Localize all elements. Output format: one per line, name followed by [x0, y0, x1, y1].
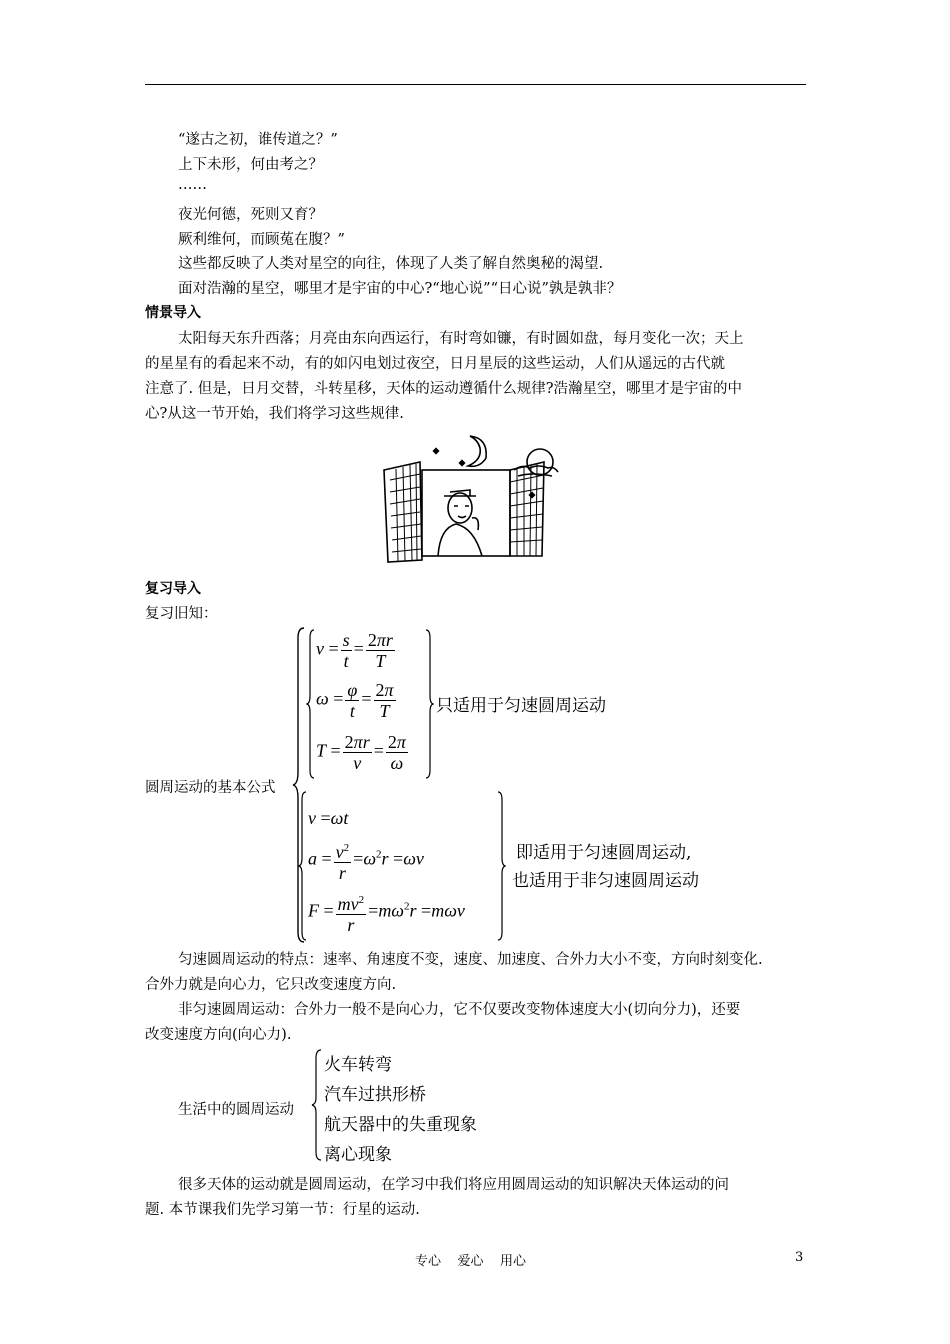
life-item: 离心现象: [324, 1145, 392, 1165]
paragraph-line: 很多天体的运动就是圆周运动，在学习中我们将应用圆周运动的知识解决天体运动的问: [178, 1177, 729, 1193]
life-item: 汽车过拱形桥: [324, 1085, 426, 1105]
general-group-right-brace: [496, 790, 506, 942]
paragraph-line: 太阳每天东升西落；月亮由东向西运行，有时弯如镰，有时圆如盘，每月变化一次；天上: [178, 331, 744, 347]
life-item: 航天器中的失重现象: [324, 1115, 477, 1135]
poem-line: 上下未形，何由考之？: [178, 157, 323, 173]
intro-text: 这些都反映了人类对星空的向往，体现了人类了解自然奥秘的渴望.: [178, 256, 604, 272]
poem-line: ……: [178, 177, 207, 193]
section-heading-review: 复习导入: [145, 581, 201, 597]
paragraph-line: 的星星有的看起来不动，有的如闪电划过夜空，日月星辰的这些运动，人们从遥远的古代就: [145, 356, 725, 372]
life-brace: [311, 1048, 323, 1162]
page-number: 3: [795, 1250, 804, 1265]
general-note-line: 也适用于非匀速圆周运动: [512, 871, 699, 891]
formula-a: a = $\frac{v^2}{r}$ $=\omega^2r =\omega v$: [308, 838, 424, 883]
formula-omega: ω = $\frac{\varphi}{t}$ = $\frac{2\pi}{T}$: [316, 680, 394, 721]
formula-T: T = $\frac{2\pi r}{v}$ = $\frac{2\pi}{\omega}$: [316, 732, 406, 773]
poem-line: 夜光何德，死则又育？: [178, 207, 323, 223]
paragraph-line: 合外力就是向心力，它只改变速度方向.: [145, 977, 397, 993]
life-item: 火车转弯: [324, 1055, 392, 1075]
review-label: 复习旧知：: [145, 606, 218, 622]
life-label: 生活中的圆周运动: [178, 1102, 294, 1118]
poem-line: “遂古之初，谁传道之？”: [178, 132, 338, 148]
paragraph-line: 非匀速圆周运动：合外力一般不是向心力，它不仅要改变物体速度大小(切向分力)，还要: [178, 1002, 741, 1018]
intro-text: 面对浩瀚的星空，哪里才是宇宙的中心?“地心说”“日心说”孰是孰非？: [178, 281, 622, 297]
paragraph-line: 心?从这一节开始，我们将学习这些规律.: [145, 406, 404, 422]
section-heading-scenario: 情景导入: [145, 305, 201, 321]
stargazer-illustration: [382, 432, 572, 572]
paragraph-line: 匀速圆周运动的特点：速率、角速度不变，速度、加速度、合外力大小不变，方向时刻变化.: [178, 952, 763, 968]
header-rule: [145, 84, 806, 85]
paragraph-line: 题. 本节课我们先学习第一节：行星的运动.: [145, 1202, 420, 1218]
formula-v-omega-t: v =ωt: [308, 808, 349, 828]
paragraph-line: 注意了. 但是，日月交替，斗转星移，天体的运动遵循什么规律?浩瀚星空，哪里才是宇宙的中: [145, 381, 742, 397]
poem-line: 厥利维何，而顾菟在腹？”: [178, 232, 345, 248]
general-group-left-brace: [298, 790, 308, 942]
formula-v: v = $\frac{s}{t}$ = $\frac{2\pi r}{T}$: [316, 630, 393, 671]
uniform-group-left-brace: [306, 628, 316, 780]
uniform-only-note: 只适用于匀速圆周运动: [436, 696, 606, 716]
uniform-group-right-brace: [424, 628, 434, 780]
footer-text: 专心 爱心 用心: [415, 1254, 527, 1269]
general-note-line: 即适用于匀速圆周运动,: [516, 843, 692, 863]
paragraph-line: 改变速度方向(向心力).: [145, 1027, 292, 1043]
formula-main-label: 圆周运动的基本公式: [145, 780, 276, 796]
formula-F: F = $\frac{mv^2}{r}$ $=m\omega^2r =m\omega v$: [308, 890, 465, 935]
